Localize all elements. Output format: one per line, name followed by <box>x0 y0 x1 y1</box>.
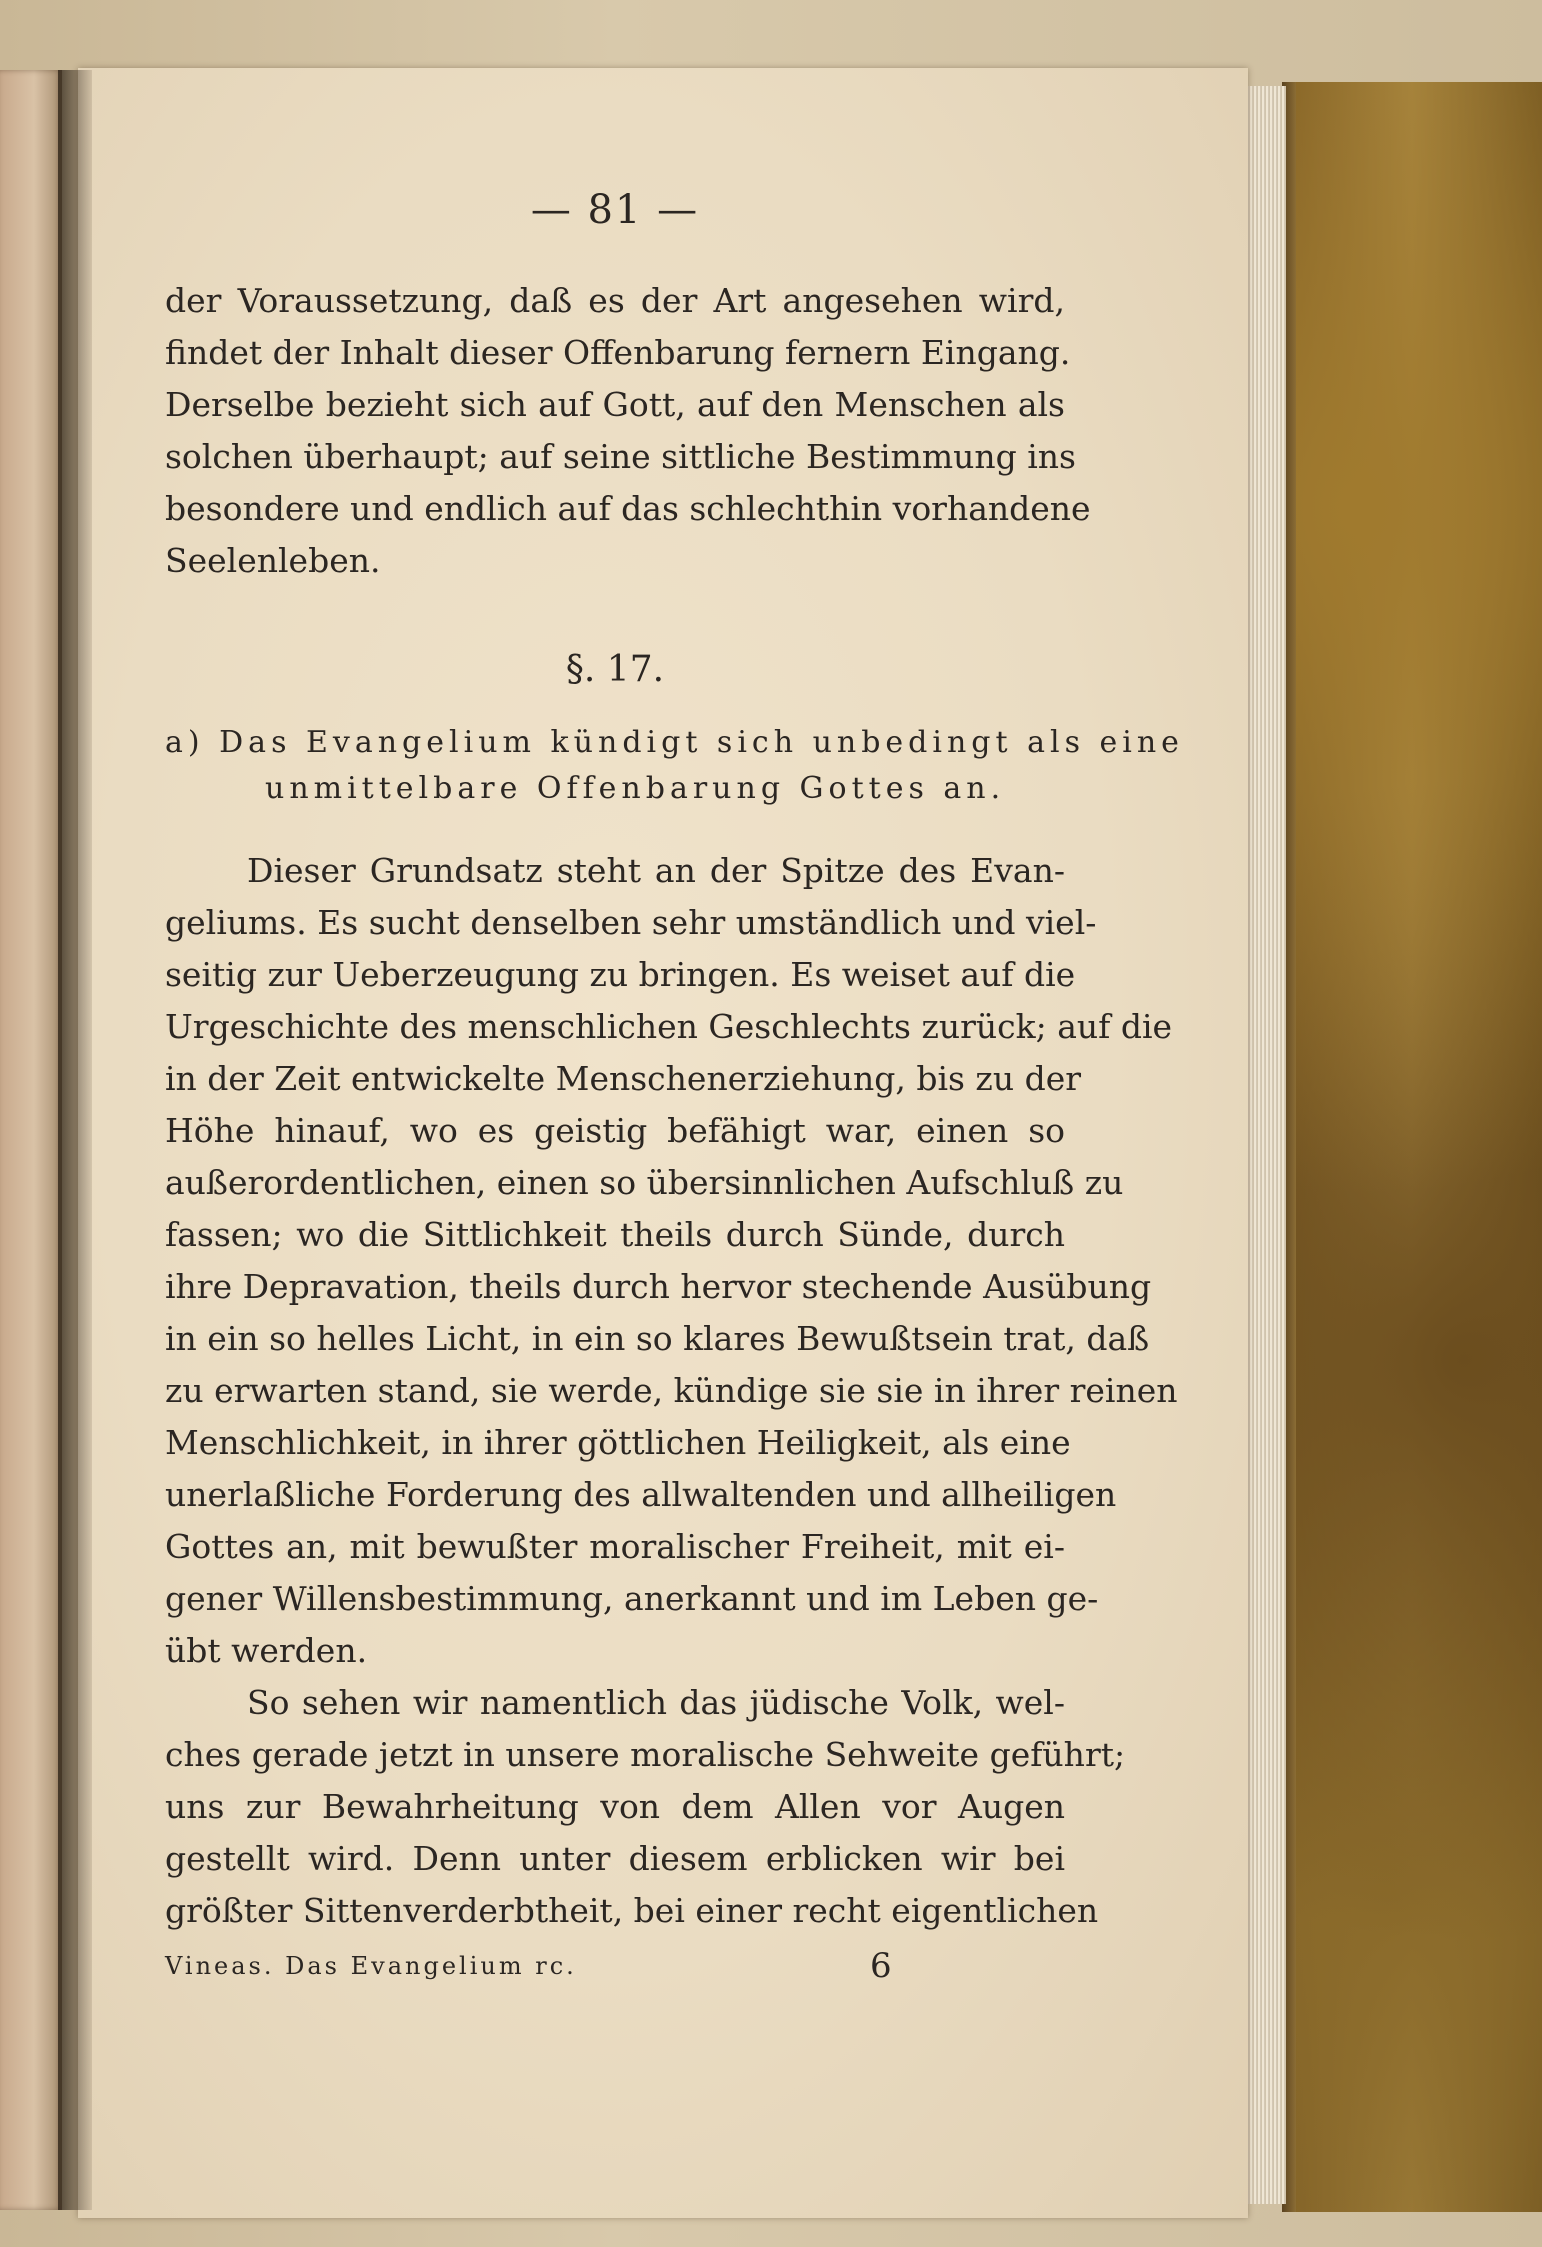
text-line: geliums. Es sucht denselben sehr umständlich und viel- <box>165 903 1097 942</box>
text-line: findet der Inhalt dieser Offenbarung fernern Eingang. <box>165 333 1071 372</box>
text-line: fassen; wo die Sittlichkeit theils durch Sünde, durch <box>165 1215 1065 1254</box>
text-line: in ein so helles Licht, in ein so klares Bewußtsein trat, daß <box>165 1319 1150 1358</box>
text-line: gestellt wird. Denn unter diesem erblicken wir bei <box>165 1839 1065 1878</box>
text-line: Dieser Grundsatz steht an der Spitze des Evan- <box>247 851 1065 890</box>
text-line: Seelenleben. <box>165 541 381 580</box>
text-line: der Voraussetzung, daß es der Art angesehen wird, <box>165 281 1065 320</box>
page-footer <box>165 1944 1065 1988</box>
text-line: So sehen wir namentlich das jüdische Volk, wel- <box>247 1683 1065 1722</box>
text-line: unerlaßliche Forderung des allwaltenden und allheiligen <box>165 1475 1117 1514</box>
text-line: Menschlichkeit, in ihrer göttlichen Heiligkeit, als eine <box>165 1423 1071 1462</box>
text-line: zu erwarten stand, sie werde, kündige sie sie in ihrer reinen <box>165 1371 1178 1410</box>
section-heading-line: a) Das Evangelium kündigt sich unbedingt als eine <box>165 725 1184 760</box>
text-line: außerordentlichen, einen so übersinnlichen Aufschluß zu <box>165 1163 1124 1202</box>
text-line: besondere und endlich auf das schlechthin vorhandene <box>165 489 1091 528</box>
section-heading-line: unmittelbare Offenbarung Gottes an. <box>265 771 1006 806</box>
page-header: — 81 — <box>530 187 700 233</box>
section-number: §. 17. <box>565 649 665 690</box>
text-line: Derselbe bezieht sich auf Gott, auf den Menschen als <box>165 385 1065 424</box>
signature-mark: Vineas. Das Evangelium rc. <box>165 1952 577 1980</box>
text-line: gener Willensbestimmung, anerkannt und im Leben ge- <box>165 1579 1099 1618</box>
left-page-edge <box>0 70 62 2210</box>
text-line: Gottes an, mit bewußter moralischer Freiheit, mit ei- <box>165 1527 1065 1566</box>
text-line: ihre Depravation, theils durch hervor stechende Ausübung <box>165 1267 1152 1306</box>
text-line: seitig zur Ueberzeugung zu bringen. Es weiset auf die <box>165 955 1076 994</box>
text-line: ches gerade jetzt in unsere moralische Sehweite geführt; <box>165 1735 1126 1774</box>
text-line: in der Zeit entwickelte Menschenerziehung, bis zu der <box>165 1059 1081 1098</box>
text-line: Urgeschichte des menschlichen Geschlechts zurück; auf die <box>165 1007 1173 1046</box>
sheet-number: 6 <box>870 1946 892 1986</box>
text-line: solchen überhaupt; auf seine sittliche Bestimmung ins <box>165 437 1076 476</box>
spine-shadow <box>58 70 92 2210</box>
text-line: uns zur Bewahrheitung von dem Allen vor Augen <box>165 1787 1065 1826</box>
text-line: Höhe hinauf, wo es geistig befähigt war, einen so <box>165 1111 1065 1150</box>
text-line: übt werden. <box>165 1631 368 1670</box>
marbled-cover-board <box>1282 82 1542 2212</box>
text-line: größter Sittenverderbtheit, bei einer recht eigentlichen <box>165 1891 1099 1930</box>
